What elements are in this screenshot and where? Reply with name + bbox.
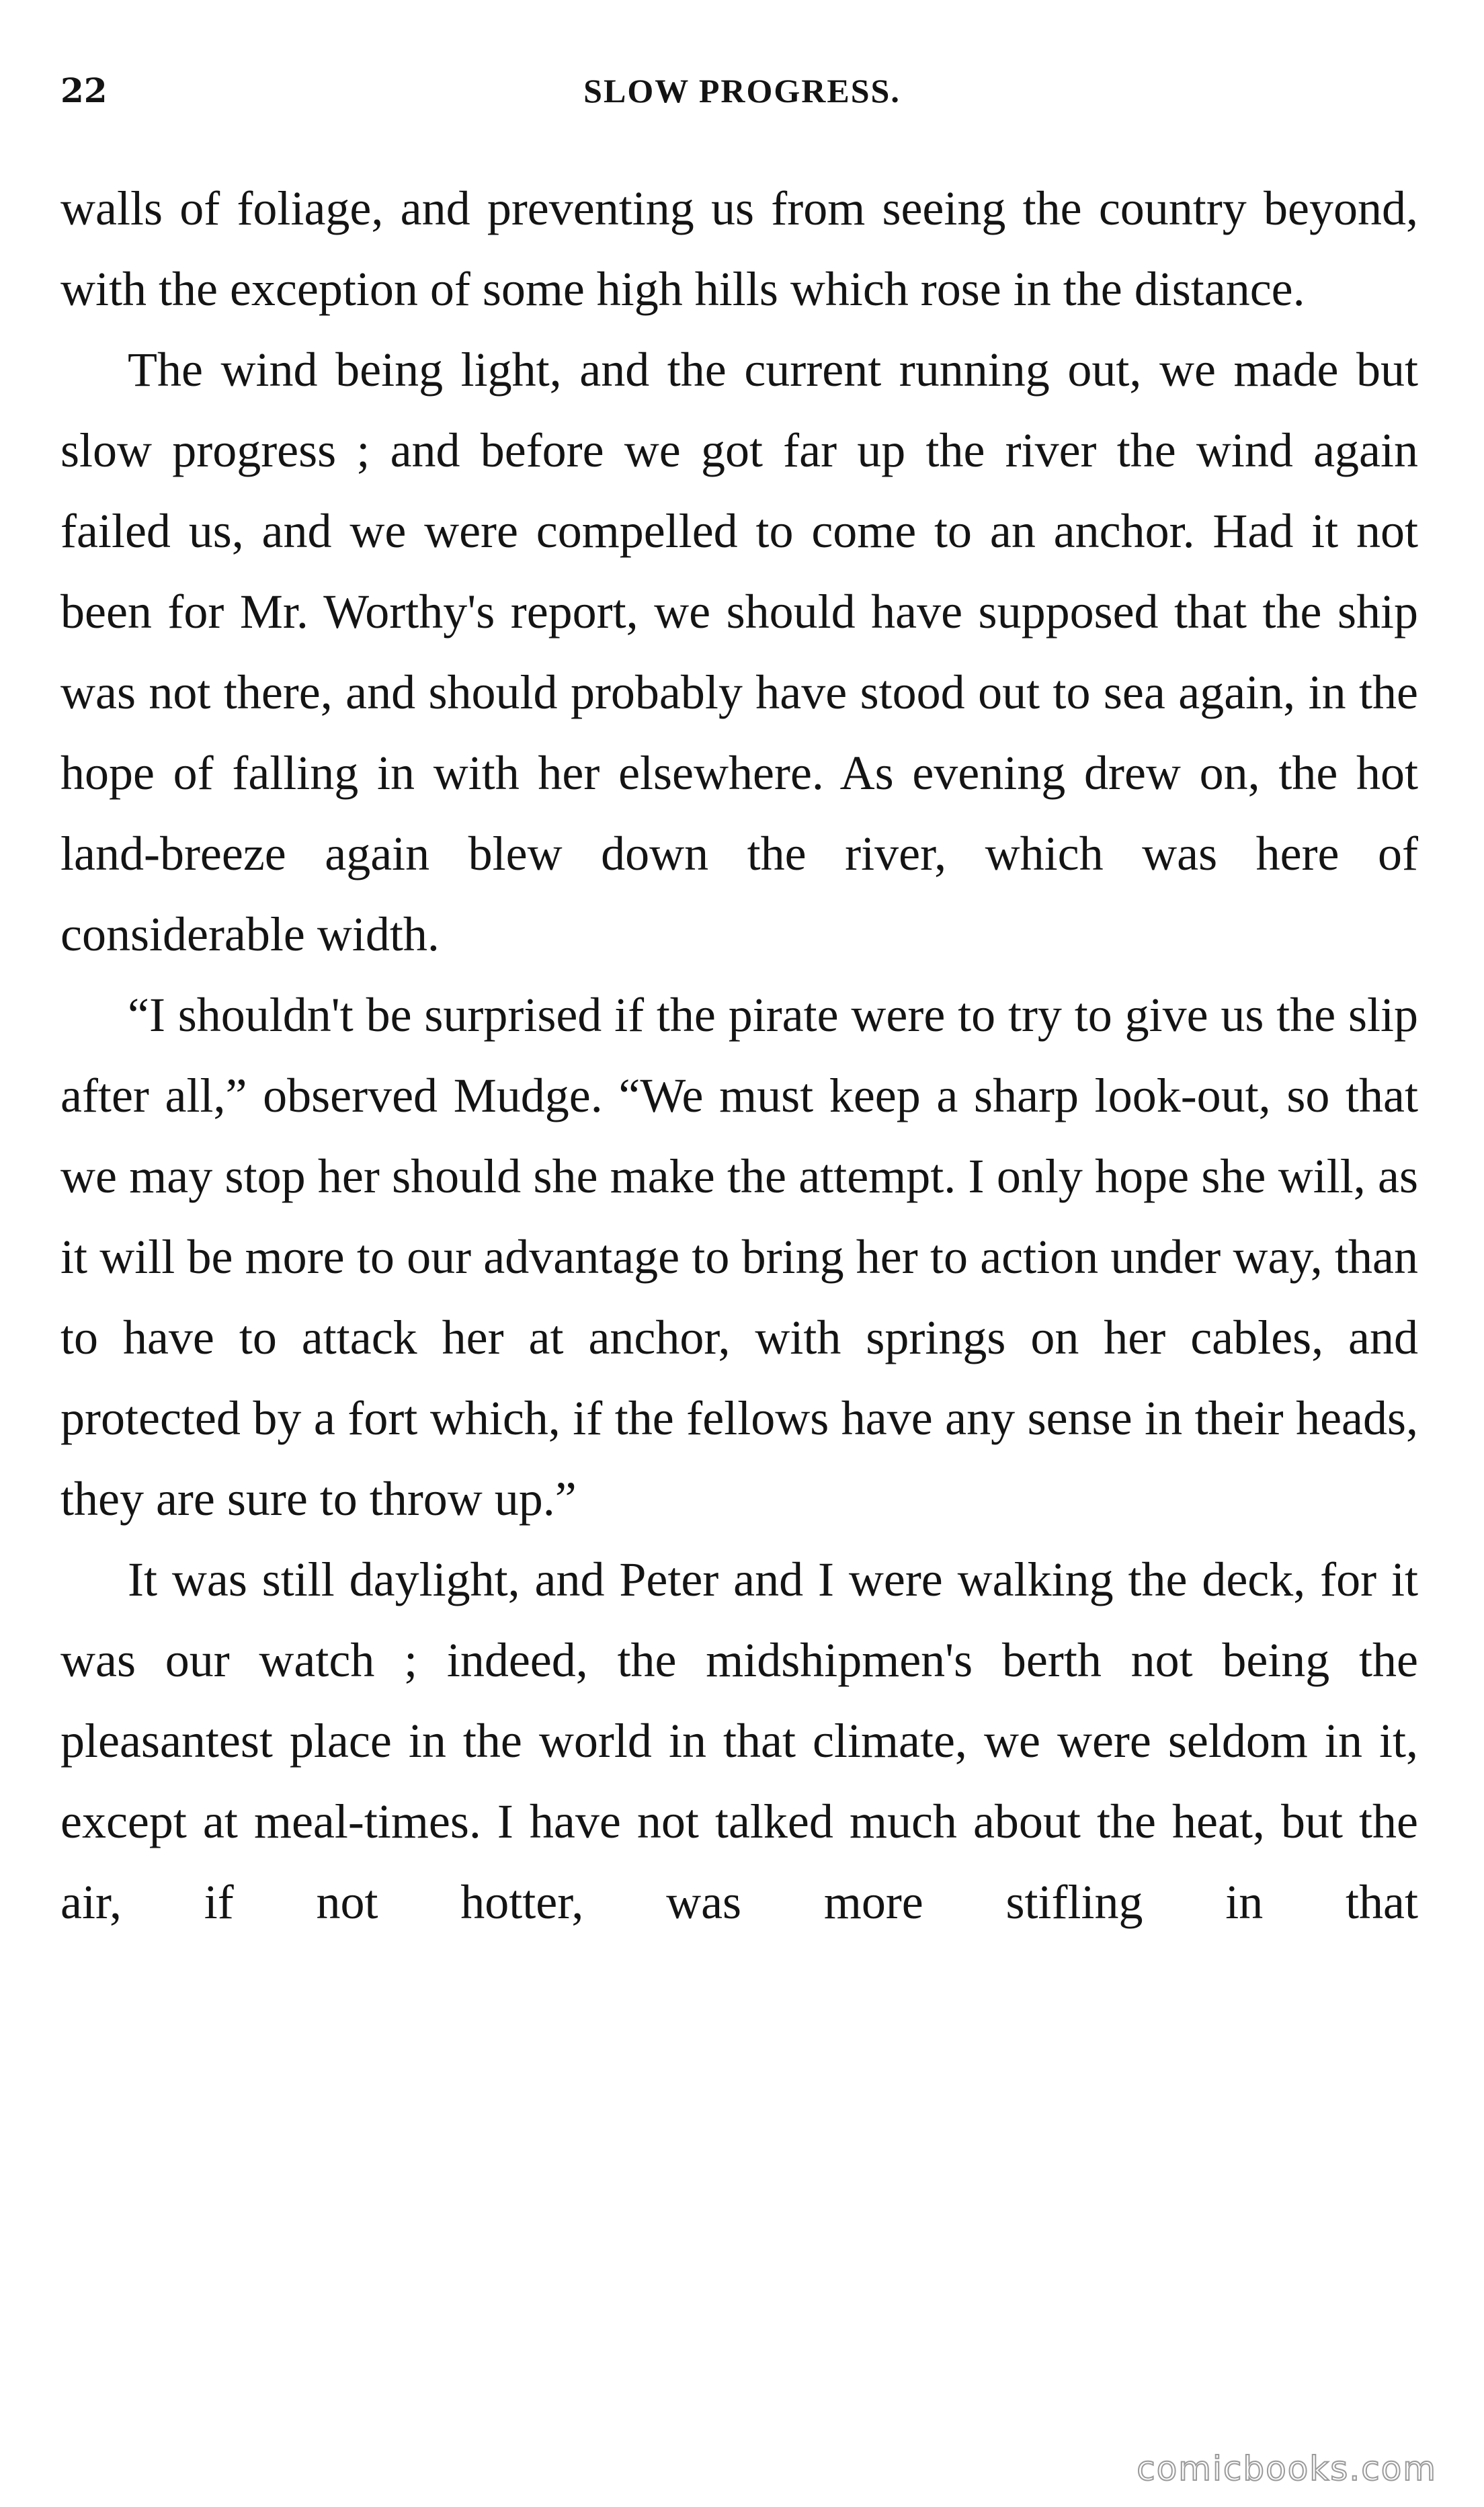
paragraph-continuation: walls of foliage, and preventing us from seeing the country beyond, with the exception of some high hills which rose in the distance. <box>60 181 1418 316</box>
page-number: 22 <box>60 71 108 110</box>
page-header <box>60 64 1424 118</box>
paragraph-wind: The wind being light, and the current running out, we made but slow progress ; and before we got far up the river the wind again failed us, and we were compelled to come to an anchor. Had it not been for Mr. Worthy's report, we should have supposed that the ship was not there, and should probably have stood out to sea again, in the hope of falling in with her elsewhere. As evening drew on, the hot land-breeze again blew down the river, which was here of considerable width. <box>60 343 1418 961</box>
body-text <box>60 168 1418 1942</box>
watermark-logo: comicbooks.com <box>1137 2449 1437 2488</box>
running-head: SLOW PROGRESS. <box>583 72 901 110</box>
paragraph-daylight: It was still daylight, and Peter and I were walking the deck, for it was our watch ; indeed, the midshipmen's berth not being the pleasantest place in the world in that climate, we were seldom in it, except at meal-times. I have not talked much about the heat, but the air, if not hotter, was more stifling in that <box>60 1553 1418 1929</box>
paragraph-mudge-quote: “I shouldn't be surprised if the pirate were to try to give us the slip after all,” observed Mudge. “We must keep a sharp look-out, so that we may stop her should she make the attempt. I only hope she will, as it will be more to our advantage to bring her to action under way, than to have to attack her at anchor, with springs on her cables, and protected by a fort which, if the fellows have any sense in their heads, they are sure to throw up.” <box>60 988 1418 1526</box>
